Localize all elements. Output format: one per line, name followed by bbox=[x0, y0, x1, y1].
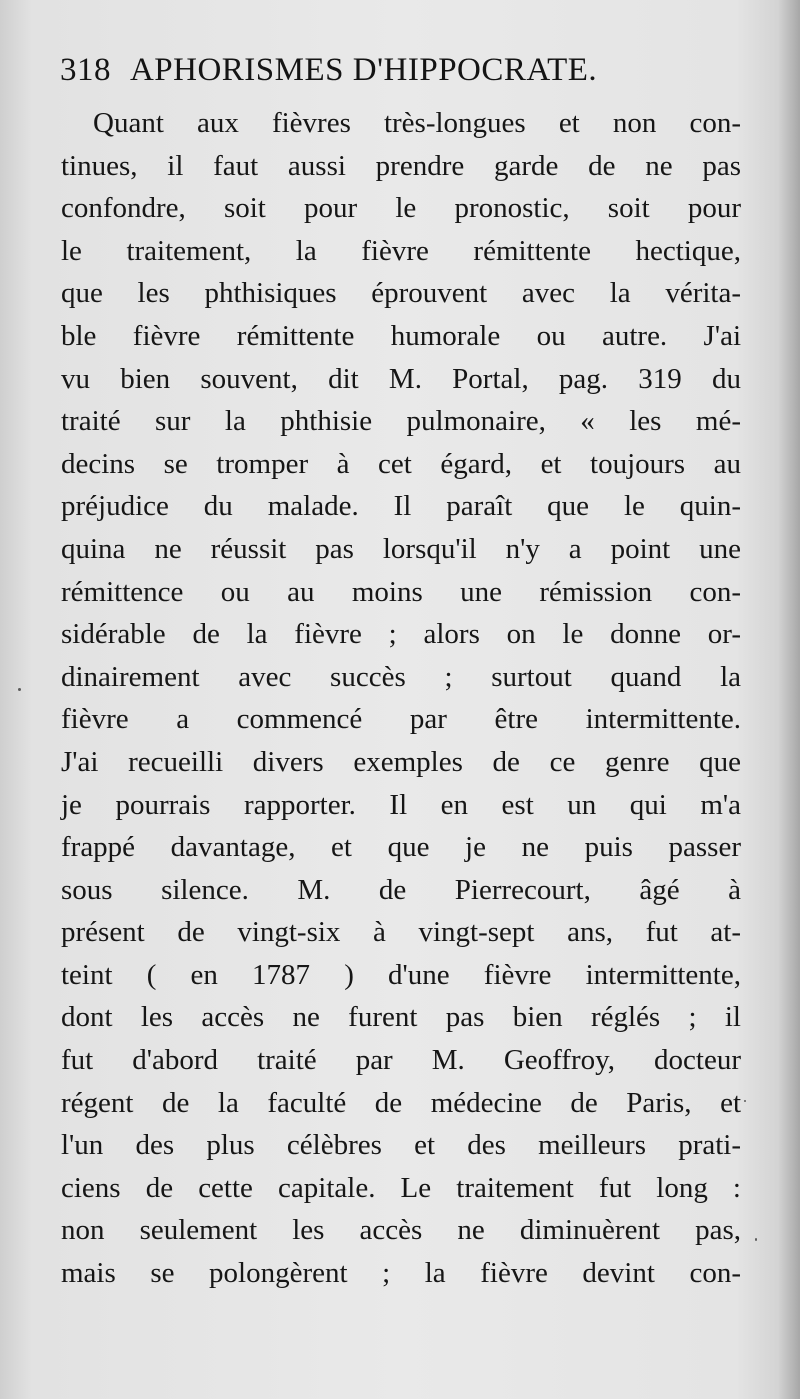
text-line: tinues, il faut aussi prendre garde de ne pas bbox=[61, 149, 741, 182]
paper-speck bbox=[744, 1100, 746, 1102]
page-number: 318 bbox=[60, 52, 111, 88]
text-line: teint ( en 1787 ) d'une fièvre intermittente, bbox=[61, 958, 741, 991]
text-line: préjudice du malade. Il paraît que le quin- bbox=[61, 490, 741, 523]
text-line: mais se polongèrent ; la fièvre devint con- bbox=[61, 1257, 741, 1290]
text-line: ble fièvre rémittente humorale ou autre. J'ai bbox=[61, 319, 741, 352]
text-line: quina ne réussit pas lorsqu'il n'y a point une bbox=[61, 532, 741, 565]
paper-speck bbox=[18, 688, 21, 691]
text-line: dont les accès ne furent pas bien réglés ; il bbox=[61, 1001, 741, 1034]
text-line: l'un des plus célèbres et des meilleurs prati- bbox=[61, 1129, 741, 1162]
text-line: traité sur la phthisie pulmonaire, « les mé- bbox=[61, 405, 741, 438]
text-line: ciens de cette capitale. Le traitement fut long : bbox=[61, 1171, 741, 1204]
text-line: sous silence. M. de Pierrecourt, âgé à bbox=[61, 873, 741, 906]
text-line: non seulement les accès ne diminuèrent pas, bbox=[61, 1214, 741, 1247]
running-header bbox=[60, 52, 760, 89]
body-text bbox=[61, 102, 741, 1295]
text-line: vu bien souvent, dit M. Portal, pag. 319 du bbox=[61, 362, 741, 395]
text-line: confondre, soit pour le pronostic, soit pour bbox=[61, 192, 741, 225]
text-line: le traitement, la fièvre rémittente hectique, bbox=[61, 234, 741, 267]
paper-speck bbox=[755, 1238, 757, 1241]
text-line: que les phthisiques éprouvent avec la vérita- bbox=[61, 277, 741, 310]
text-line: régent de la faculté de médecine de Paris, et bbox=[61, 1086, 741, 1119]
text-line: présent de vingt-six à vingt-sept ans, fut at- bbox=[61, 916, 741, 949]
text-line: J'ai recueilli divers exemples de ce genre que bbox=[61, 745, 741, 778]
text-line: frappé davantage, et que je ne puis passer bbox=[61, 831, 741, 864]
text-line: dinairement avec succès ; surtout quand la bbox=[61, 660, 741, 693]
text-line: Quant aux fièvres très-longues et non con- bbox=[93, 107, 741, 139]
text-line: sidérable de la fièvre ; alors on le donne or- bbox=[61, 618, 741, 651]
text-line: rémittence ou au moins une rémission con- bbox=[61, 575, 741, 608]
running-title: APHORISMES D'HIPPOCRATE. bbox=[129, 52, 598, 88]
page-edge-shadow bbox=[778, 0, 800, 1399]
text-line: decins se tromper à cet égard, et toujours au bbox=[61, 447, 741, 480]
text-line: fièvre a commencé par être intermittente. bbox=[61, 703, 741, 736]
text-line: je pourrais rapporter. Il en est un qui m'a bbox=[61, 788, 741, 821]
text-line: fut d'abord traité par M. Geoffroy, docteur bbox=[61, 1044, 741, 1077]
